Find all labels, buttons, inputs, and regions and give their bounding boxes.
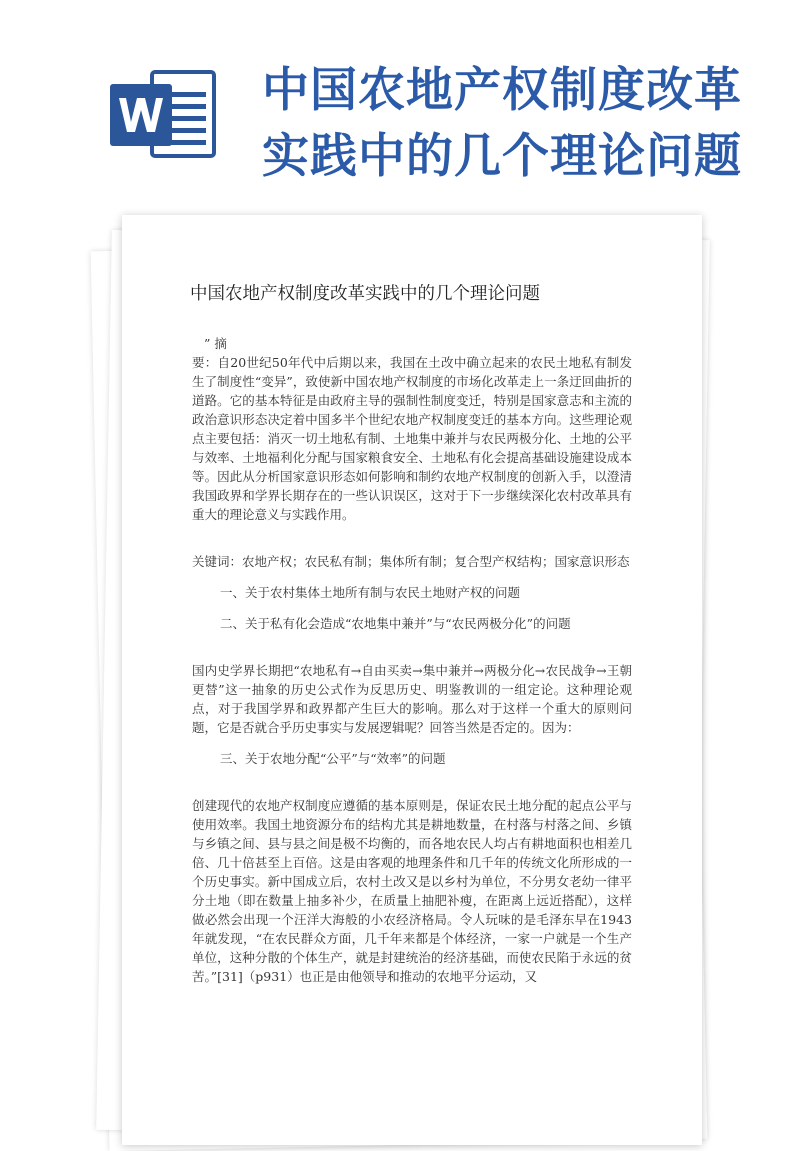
word-doc-icon	[108, 68, 218, 160]
banner-title-line2: 实践中的几个理论问题	[262, 129, 742, 184]
section-heading: 二、关于私有化会造成“农地集中兼并”与“农民两极分化”的问题	[220, 616, 571, 631]
section-heading: 一、关于农村集体土地所有制与农民土地财产权的问题	[220, 585, 521, 600]
section-heading: 三、关于农地分配“公平”与“效率”的问题	[220, 751, 446, 766]
banner-title-line1: 中国农地产权制度改革	[262, 63, 742, 118]
banner-title	[262, 58, 782, 190]
abstract-head: ” 摘	[204, 336, 227, 351]
document-body	[192, 280, 632, 986]
keywords: 关键词：农地产权；农民私有制；集体所有制；复合型产权结构；国家意识形态	[192, 554, 630, 569]
document-title: 中国农地产权制度改革实践中的几个理论问题	[190, 284, 540, 304]
body-paragraph: 国内史学界长期把“农地私有→自由买卖→集中兼并→两极分化→农民战争→王朝更替”这一抽象的历史公式作为反思历史、明鉴教训的一组定论。这种理论观点，对于我国学界和政界都产生巨大的影响。那么对于这样一个重大的原则问题，它是否就合乎历史事实与发展逻辑呢？回答当然是否定的。因为：	[192, 663, 632, 735]
abstract-text: 要：自20世纪50年代中后期以来，我国在土改中确立起来的农民土地私有制发生了制度性“变异”，致使新中国农地产权制度的市场化改革走上一条迂回曲折的道路。它的基本特征是由政府主导的强制性制度变迁，特别是国家意志和主流的政治意识形态决定着中国多半个世纪农地产权制度变迁的基本方向。这些理论观点主要包括：消灭一切土地私有制、土地集中兼并与农民两极分化、土地的公平与效率、土地福利化分配与国家粮食安全、土地私有化会提高基础设施建设成本等。因此从分析国家意识形态如何影响和制约农地产权制度的创新入手，以澄清我国政界和学界长期存在的一些认识误区，这对于下一步继续深化农村改革具有重大的理论意义与实践作用。	[192, 355, 632, 522]
body-paragraph: 创建现代的农地产权制度应遵循的基本原则是，保证农民土地分配的起点公平与使用效率。我国土地资源分布的结构尤其是耕地数量，在村落与村落之间、乡镇与乡镇之间、县与县之间是极不均衡的，而各地农民人均占有耕地面积也相差几倍、几十倍甚至上百倍。这是由客观的地理条件和几千年的传统文化所形成的一个历史事实。新中国成立后，农村土改又是以乡村为单位，不分男女老幼一律平分土地（即在数量上抽多补少，在质量上抽肥补瘦，在距离上远近搭配），这样做必然会出现一个汪洋大海般的小农经济格局。令人玩味的是毛泽东早在1943年就发现，“在农民群众方面，几千年来都是个体经济，一家一户就是一个生产单位，这种分散的个体生产，就是封建统治的经济基础，而使农民陷于永远的贫苦。”[31]（p931）也正是由他领导和推动的农地平分运动，又	[192, 798, 632, 984]
